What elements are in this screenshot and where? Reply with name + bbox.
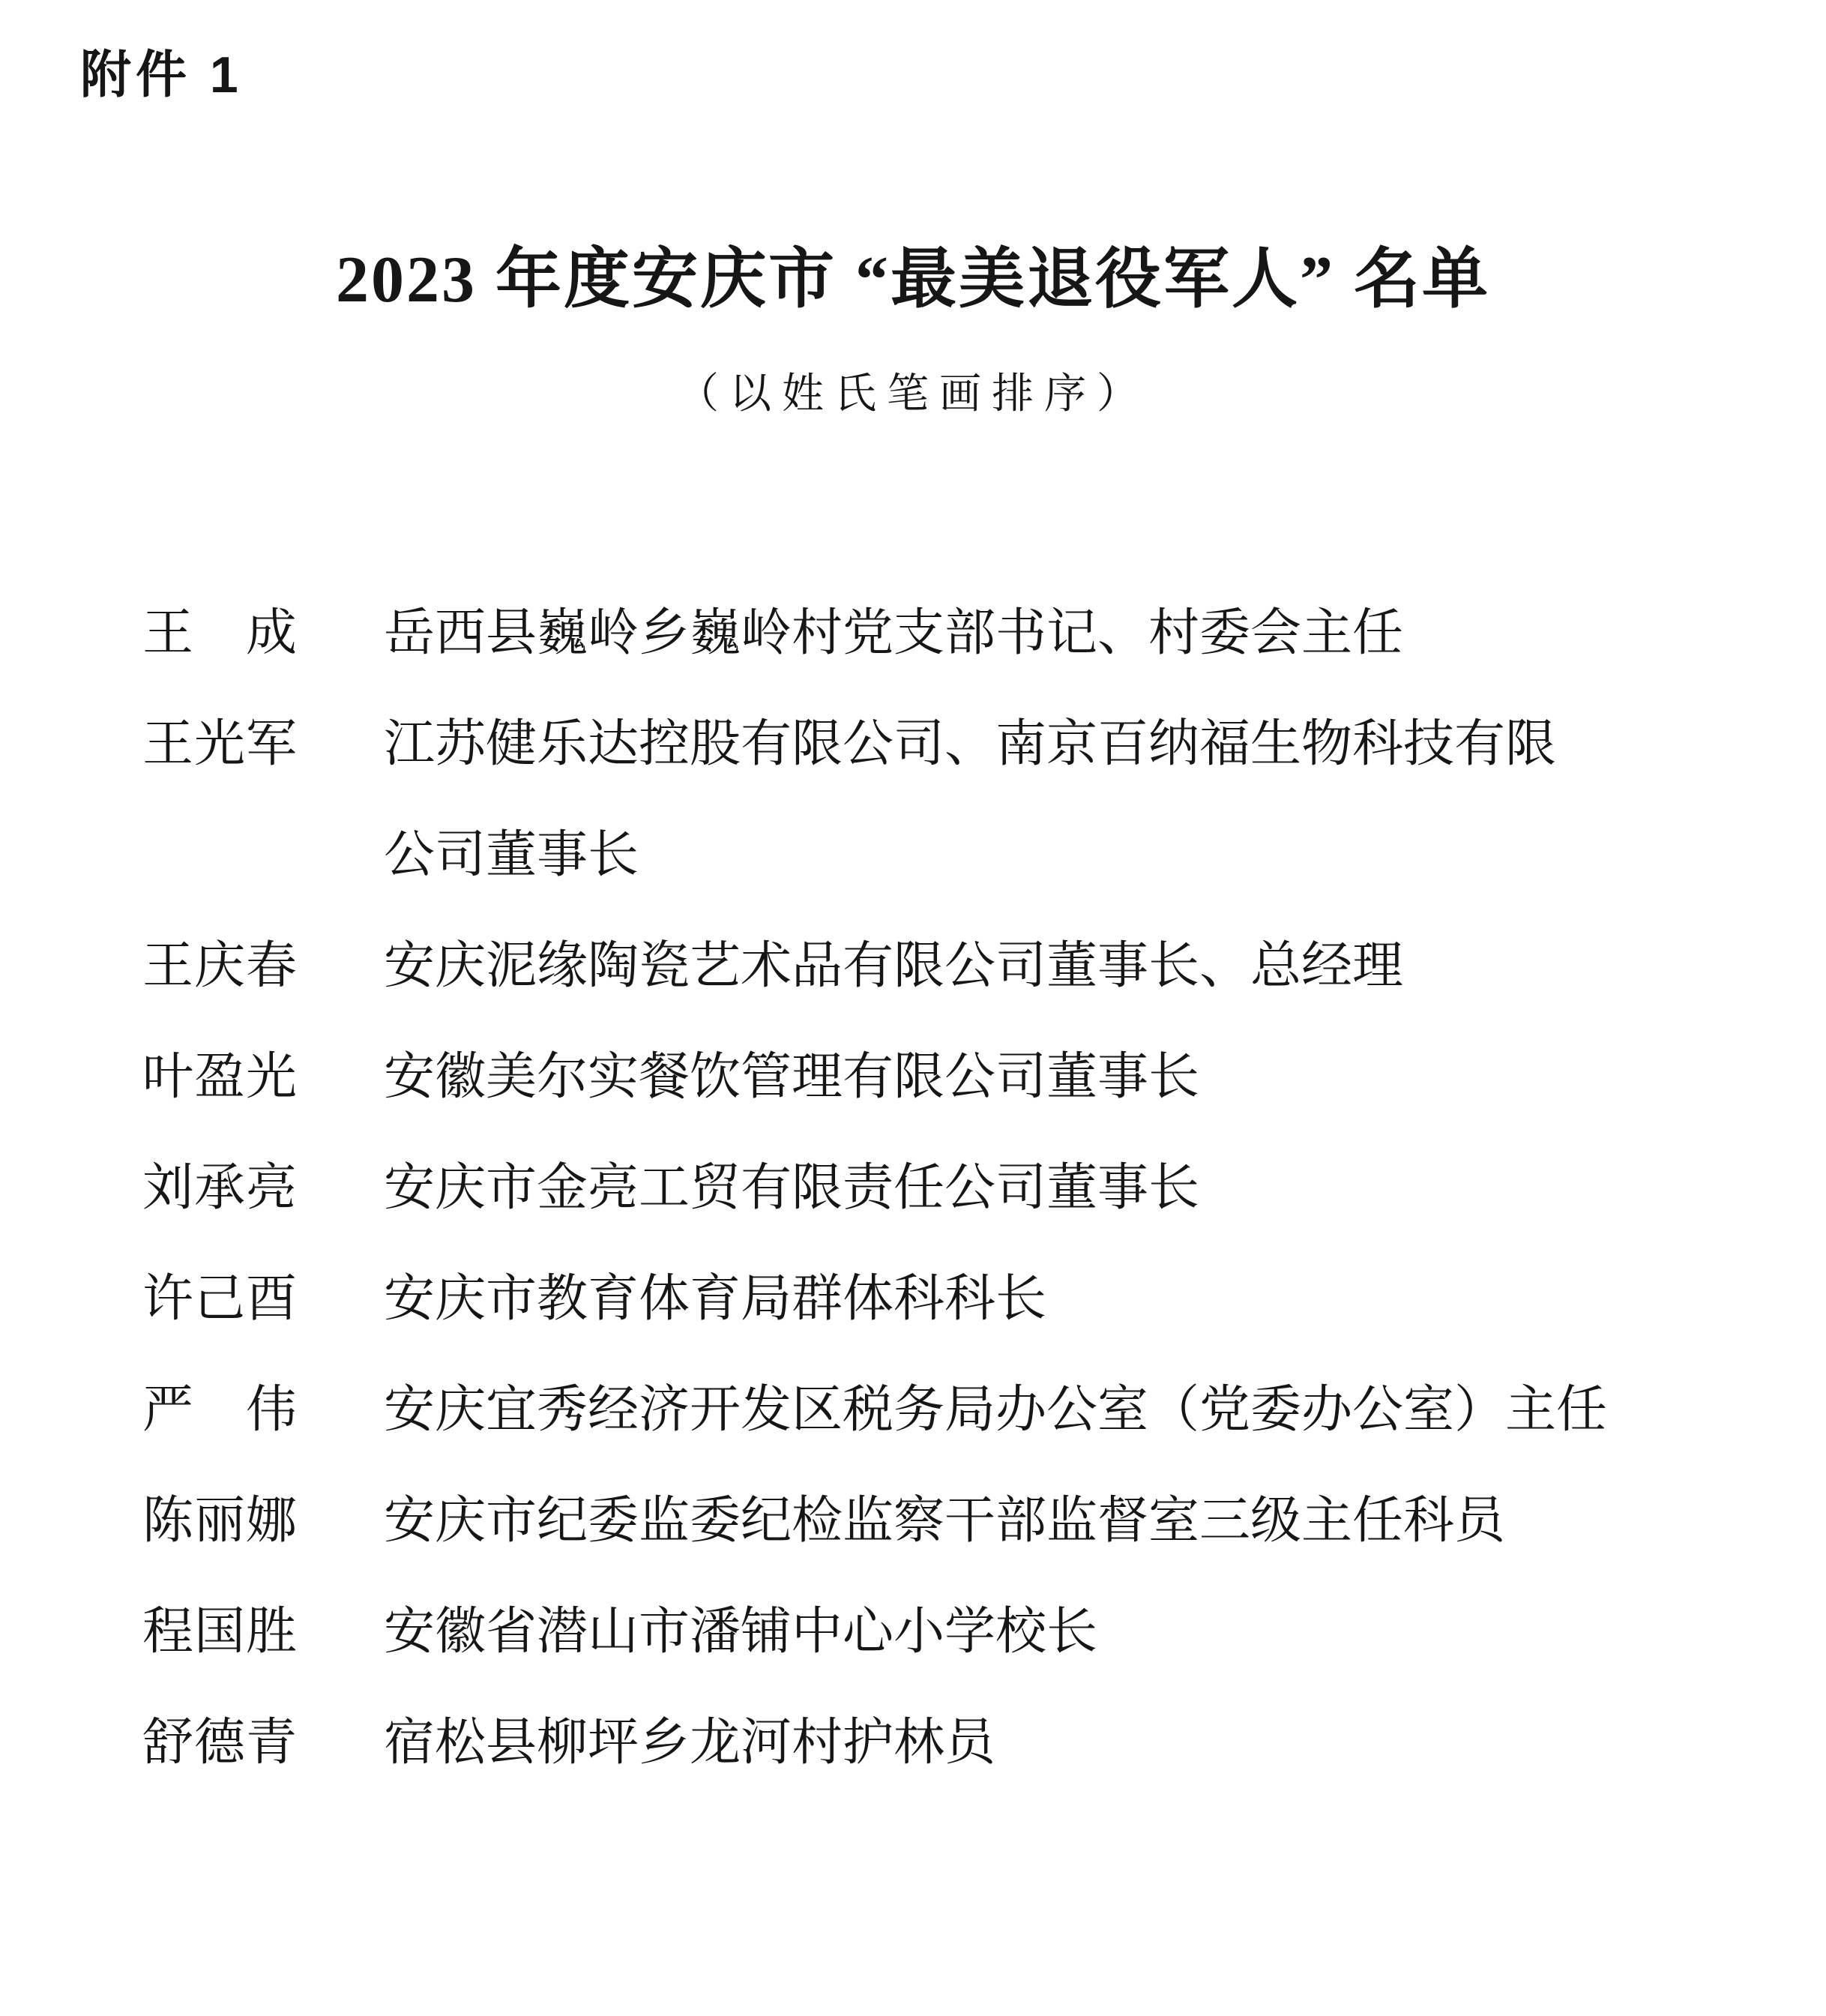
person-title-line: 安庆市纪委监委纪检监察干部监督室三级主任科员 bbox=[384, 1491, 1506, 1549]
roster-entry bbox=[142, 688, 1729, 910]
person-title-line: 宿松县柳坪乡龙河村护林员 bbox=[384, 1713, 996, 1771]
person-title-line: 江苏健乐达控股有限公司、南京百纳福生物科技有限 bbox=[384, 714, 1557, 772]
person-title-line: 安徽省潜山市潘铺中心小学校长 bbox=[384, 1602, 1098, 1660]
person-name: 王光军 bbox=[142, 714, 297, 772]
person-name: 程国胜 bbox=[142, 1602, 297, 1660]
person-title-line: 安徽美尔实餐饮管理有限公司董事长 bbox=[384, 1047, 1200, 1105]
person-title-line: 安庆泥缘陶瓷艺术品有限公司董事长、总经理 bbox=[384, 936, 1404, 994]
person-name: 刘承亮 bbox=[142, 1158, 297, 1216]
person-title bbox=[384, 1354, 1607, 1465]
person-title-line: 安庆市金亮工贸有限责任公司董事长 bbox=[384, 1158, 1200, 1216]
person-name: 严伟 bbox=[142, 1380, 297, 1438]
roster-entry bbox=[142, 1243, 1729, 1354]
person-title-line: 安庆市教育体育局群体科科长 bbox=[384, 1269, 1047, 1327]
person-title-line: 公司董事长 bbox=[384, 825, 639, 883]
roster-list bbox=[142, 577, 1729, 1798]
person-name: 陈丽娜 bbox=[142, 1491, 297, 1549]
roster-entry bbox=[142, 1465, 1729, 1576]
person-name: 王庆春 bbox=[142, 936, 297, 994]
person-title bbox=[384, 1021, 1199, 1132]
person-title bbox=[384, 1576, 1097, 1687]
roster-entry bbox=[142, 910, 1729, 1021]
person-name: 叶盈光 bbox=[142, 1047, 297, 1105]
roster-entry bbox=[142, 1021, 1729, 1132]
roster-entry bbox=[142, 1576, 1729, 1687]
attachment-label: 附件 1 bbox=[80, 46, 243, 103]
person-title bbox=[384, 1687, 995, 1798]
document-title: 2023 年度安庆市 “最美退役军人” 名单 bbox=[335, 244, 1490, 316]
person-title bbox=[384, 1465, 1505, 1576]
roster-entry bbox=[142, 1354, 1729, 1465]
roster-entry bbox=[142, 577, 1729, 688]
person-title-line: 安庆宜秀经济开发区税务局办公室（党委办公室）主任 bbox=[384, 1380, 1608, 1438]
person-name: 舒德青 bbox=[142, 1713, 297, 1771]
roster-entry bbox=[142, 1687, 1729, 1798]
person-name: 许己酉 bbox=[142, 1269, 297, 1327]
person-title bbox=[384, 577, 1403, 688]
document-subtitle: （以姓氏笔画排序） bbox=[677, 370, 1149, 418]
roster-entry bbox=[142, 1132, 1729, 1243]
person-title bbox=[384, 910, 1403, 1021]
person-name: 王成 bbox=[142, 604, 297, 661]
person-title bbox=[384, 688, 1556, 910]
person-title bbox=[384, 1132, 1199, 1243]
person-title bbox=[384, 1243, 1046, 1354]
person-title-line: 岳西县巍岭乡巍岭村党支部书记、村委会主任 bbox=[384, 604, 1404, 661]
